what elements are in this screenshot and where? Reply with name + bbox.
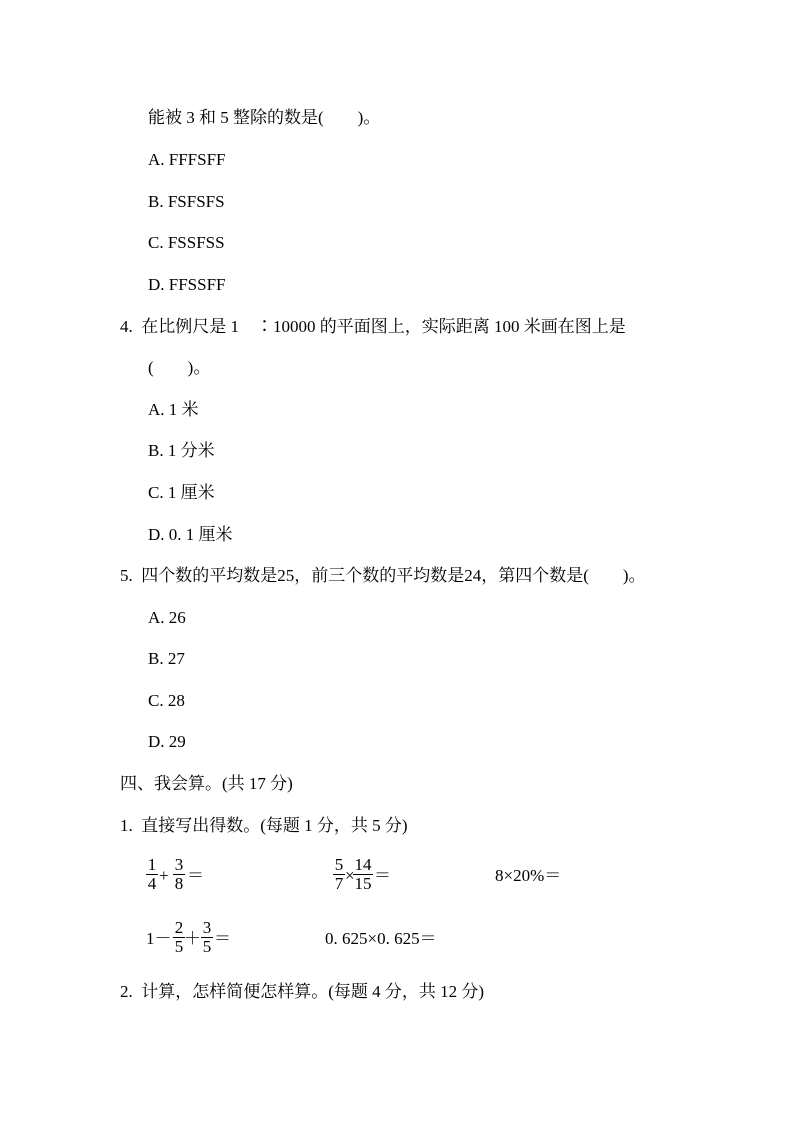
q5-option-c[interactable]: C. 28 xyxy=(148,691,185,710)
part2-title: 2. 计算，怎样简便怎样算。(每题 4 分，共 12 分) xyxy=(120,982,485,1001)
equals-sign: ＝ xyxy=(187,866,204,885)
numerator: 2 xyxy=(174,918,184,937)
q4-stem: 4. 在比例尺是 1 ∶10000 的平面图上，实际距离 100 米画在图上是 xyxy=(120,317,626,336)
problem-5: 0. 625×0. 625＝ xyxy=(325,929,437,948)
q4-option-c[interactable]: C. 1 厘米 xyxy=(148,483,215,502)
q4-option-a[interactable]: A. 1 米 xyxy=(148,400,199,419)
q4-option-d[interactable]: D. 0. 1 厘米 xyxy=(148,525,233,544)
fraction xyxy=(333,856,345,893)
equals-sign: ＝ xyxy=(374,866,391,885)
q5-stem: 5. 四个数的平均数是25，前三个数的平均数是24，第四个数是( )。 xyxy=(120,566,646,585)
numerator: 14 xyxy=(354,855,372,874)
q3-option-b[interactable]: B. FSFSFS xyxy=(148,192,225,211)
operator: + xyxy=(159,866,169,885)
fraction xyxy=(146,856,158,893)
denominator: 5 xyxy=(174,937,184,956)
q3-option-c[interactable]: C. FSSFSS xyxy=(148,233,225,252)
section-title: 四、我会算。(共 17 分) xyxy=(120,774,293,793)
q5-option-b[interactable]: B. 27 xyxy=(148,649,185,668)
q4-option-b[interactable]: B. 1 分米 xyxy=(148,441,215,460)
numerator: 1 xyxy=(147,855,157,874)
part1-title: 1. 直接写出得数。(每题 1 分，共 5 分) xyxy=(120,816,408,835)
q3-option-d[interactable]: D. FFSSFF xyxy=(148,275,226,294)
denominator: 4 xyxy=(147,874,157,893)
denominator: 15 xyxy=(354,874,372,893)
q3-stem: 能被 3 和 5 整除的数是( )。 xyxy=(148,108,381,127)
problem-3: 8×20%＝ xyxy=(495,866,562,885)
numerator: 5 xyxy=(334,855,344,874)
numerator: 3 xyxy=(202,918,212,937)
operator: × xyxy=(345,866,355,885)
q4-stem-cont: ( )。 xyxy=(148,358,211,377)
q5-option-a[interactable]: A. 26 xyxy=(148,608,186,627)
fraction xyxy=(201,919,213,956)
fraction xyxy=(173,856,185,893)
lead-term: 1－ xyxy=(146,929,172,948)
operator: ＋ xyxy=(184,929,201,948)
numerator: 3 xyxy=(174,855,184,874)
denominator: 5 xyxy=(202,937,212,956)
denominator: 7 xyxy=(334,874,344,893)
denominator: 8 xyxy=(174,874,184,893)
q5-option-d[interactable]: D. 29 xyxy=(148,732,186,751)
equals-sign: ＝ xyxy=(214,929,231,948)
fraction xyxy=(353,856,373,893)
q3-option-a[interactable]: A. FFFSFF xyxy=(148,150,226,169)
